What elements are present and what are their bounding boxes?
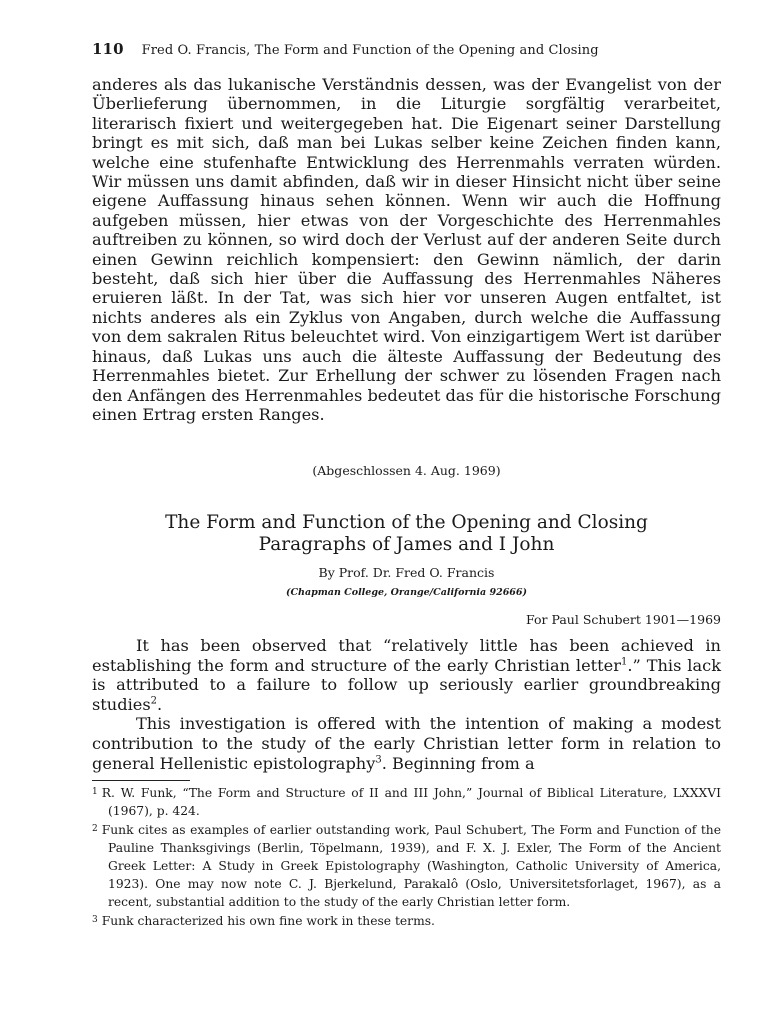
footnote-3 [92, 911, 721, 930]
footnote-number: 1 [92, 787, 98, 797]
footnote-text: R. W. Funk, “The Form and Structure of II and III John,” Journal of Biblical Literature, LXXXVI (1967), p. 424. [101, 786, 721, 818]
article-title-line-1: The Form and Function of the Opening and Closing [165, 512, 648, 533]
footnote-divider [92, 780, 190, 781]
article-title [92, 512, 721, 556]
footnote-number: 3 [92, 915, 98, 925]
footnote-2 [92, 820, 721, 911]
intro-paragraph-1: It has been observed that “relatively little has been achieved in establishing the form and structure of the early Christian letter$^1$.” This lack is attributed to a failure to follow up seriously earlier groundbreaking studies$^2$. [92, 636, 721, 714]
running-header [92, 40, 732, 58]
author-byline: By Prof. Dr. Fred O. Francis [318, 565, 495, 580]
footnote-text: Funk cites as examples of earlier outstanding work, Paul Schubert, The Form and Function of the Pauline Thanksgivings (Berlin, Töpelmann, 1939), and F. X. J. Exler, The Form of the Ancient Greek Letter: A Study in Greek Epistolography (Washington, Catholic University of America, 1923). One may now note C. J. Bjerkelund, Parakalô (Oslo, Universitetsforlaget, 1967), as a recent, substantial addition to the study of the early Christian letter form. [101, 823, 721, 909]
footnote-1 [92, 783, 721, 820]
footnote-number: 2 [92, 824, 98, 834]
intro-paragraph-2: This investigation is offered with the intention of making a modest contribution to the study of the early Christian letter form in relation to general Hellenistic epistolography$^3$. Beginning from a [92, 714, 721, 773]
article-introduction [92, 636, 721, 773]
author-affiliation: (Chapman College, Orange/California 92666) [285, 587, 528, 598]
footnotes [92, 783, 721, 930]
article-title-line-2: Paragraphs of James and I John [258, 534, 555, 555]
footnote-ref-2[interactable]: 2 [150, 695, 158, 707]
running-title: Fred O. Francis, The Form and Function of the Opening and Closing [141, 43, 599, 58]
page-number: 110 [92, 40, 124, 58]
completion-date: (Abgeschlossen 4. Aug. 1969) [312, 463, 501, 478]
footnote-ref-3[interactable]: 3 [375, 754, 382, 766]
german-paragraph: anderes als das lukanische Verständnis dessen, was der Evangelist von der Überlieferung übernommen, in die Liturgie sorgfältig verarbeitet, literarisch fixiert und weitergegeben hat. Die Eigenart seiner Darstellung bringt es mit sich, daß man bei Lukas selber keine Zeichen finden kann, welche eine stufenhafte Entwicklung des Herrenmahls verraten würden. Wir müssen uns damit abfinden, daß wir in dieser Hinsicht nicht über seine eigene Auffassung hinaus sehen können. Wenn wir auch die Hoffnung aufgeben müssen, hier etwas von der Vorgeschichte des Herrenmahles auftreiben zu können, so wird doch der Verlust auf der anderen Seite durch einen Gewinn reichlich kompensiert: den Gewinn nämlich, der darin besteht, daß sich hier über die Auffassung des Herrenmahles Näheres eruieren läßt. In der Tat, was sich hier vor unseren Augen entfaltet, ist nichts anderes als ein Zyklus von Angaben, durch welche die Auffassung von dem sakralen Ritus beleuchtet wird. Von einzigartigem Wert ist darüber hinaus, daß Lukas uns auch die älteste Auffassung der Bedeutung des Herrenmahles bietet. Zur Erhellung der schwer zu lösenden Fragen nach den Anfängen des Herrenmahles bedeutet das für die historische Forschung einen Ertrag ersten Ranges. [92, 75, 721, 424]
dedication: For Paul Schubert 1901—1969 [526, 612, 721, 627]
footnote-ref-1[interactable]: 1 [621, 656, 628, 668]
footnote-text: Funk characterized his own fine work in these terms. [101, 914, 435, 928]
